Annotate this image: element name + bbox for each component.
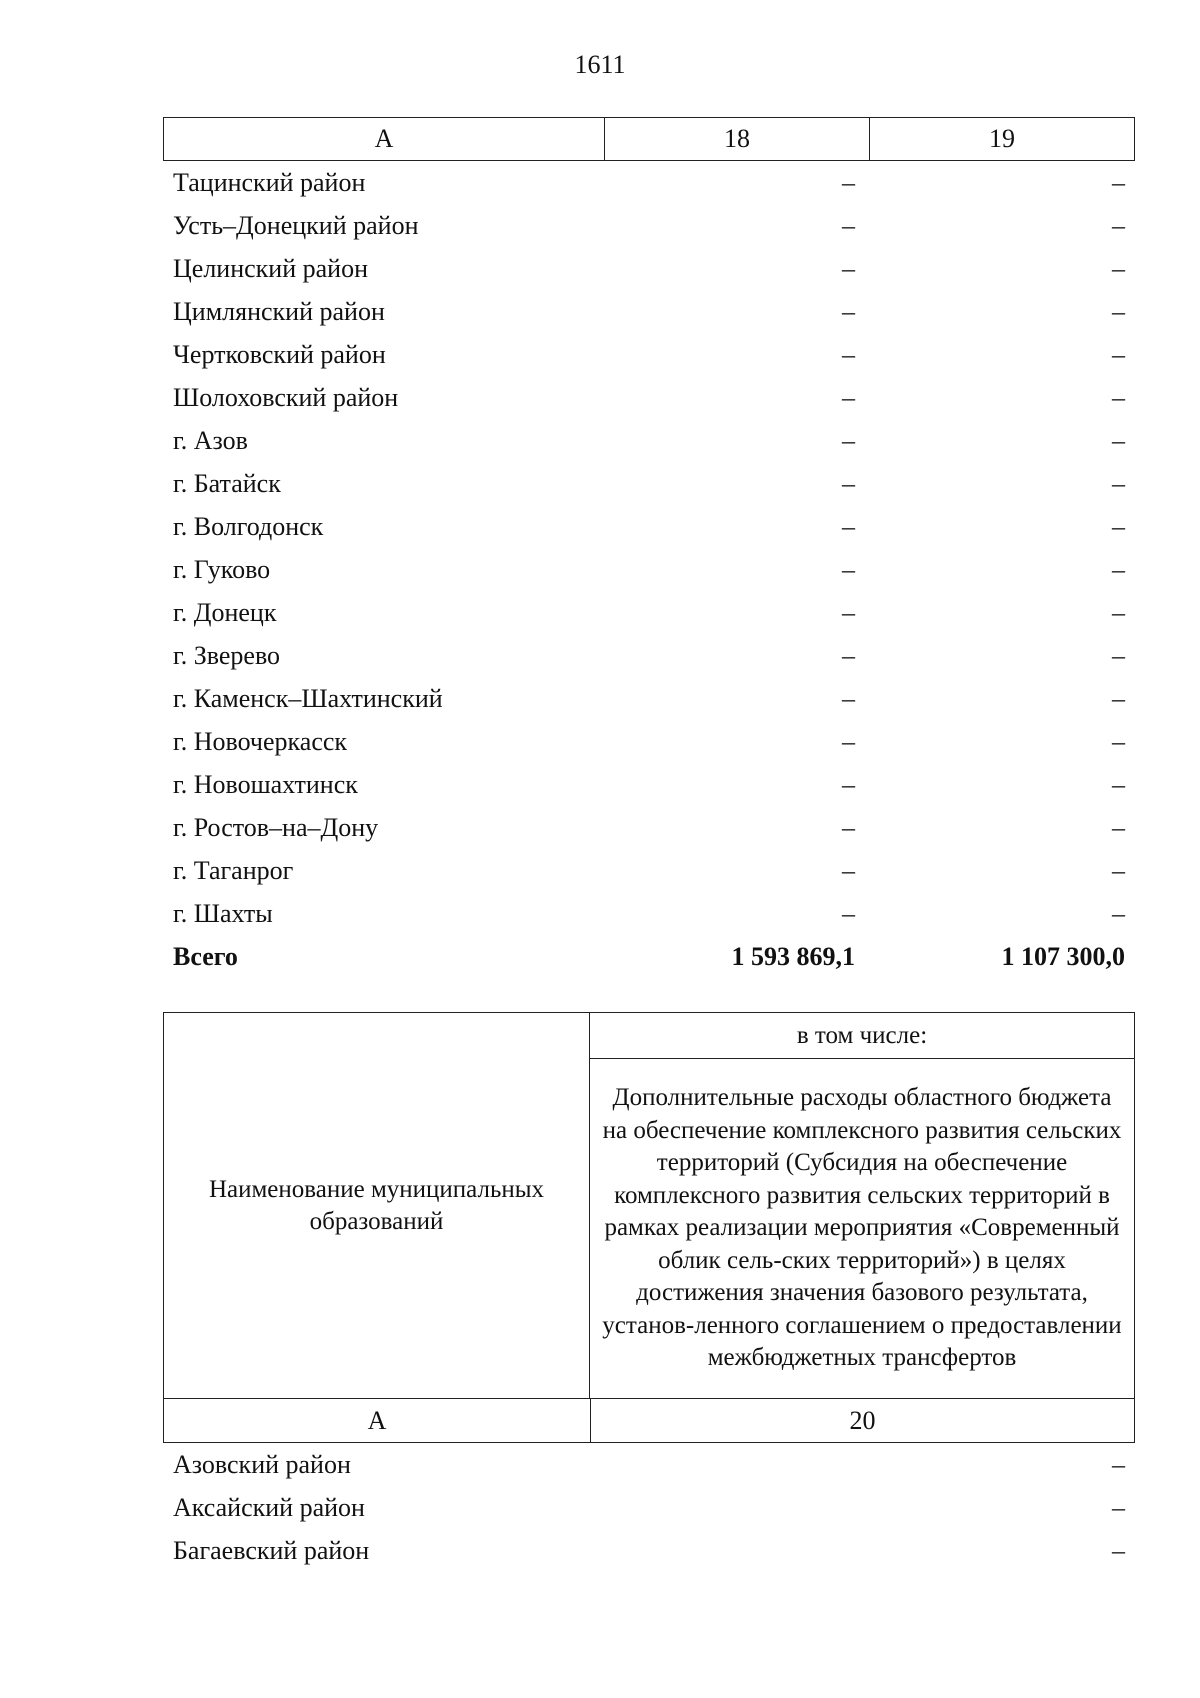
value-19: –: [1112, 167, 1125, 197]
municipality-name: г. Зверево: [173, 640, 281, 670]
table-row: [163, 591, 1135, 634]
value-19: –: [1112, 511, 1125, 541]
value-19: –: [1112, 425, 1125, 455]
value-18: –: [842, 640, 855, 670]
value-18: –: [842, 554, 855, 584]
value-19: –: [1112, 339, 1125, 369]
table-row: [163, 290, 1135, 333]
value-18: –: [842, 511, 855, 541]
table-row: [163, 763, 1135, 806]
municipality-name: г. Гуково: [173, 554, 271, 584]
header-col-18: 18: [605, 118, 870, 160]
municipality-name: г. Каменск–Шахтинский: [173, 683, 443, 713]
table-row: [163, 849, 1135, 892]
header-col-19: 19: [989, 124, 1015, 153]
value-18: –: [842, 425, 855, 455]
municipality-name: Тацинский район: [173, 167, 366, 197]
table-row: [163, 634, 1135, 677]
municipality-name: Багаевский район: [173, 1535, 370, 1565]
table-row: [163, 376, 1135, 419]
total-row: [163, 935, 1135, 978]
municipality-name: г. Шахты: [173, 898, 273, 928]
municipality-name: Целинский район: [173, 253, 368, 283]
value-19: –: [1112, 726, 1125, 756]
value-19: –: [1112, 683, 1125, 713]
header-col-20-description: Дополнительные расходы областного бюджета на обеспечение комплексного развития сельских территорий (Субсидия на обеспечение комплексного развития сельских территорий в рамках реализации мероприятия «Современный облик сель-ских территорий») в целях достижения значения базового результата, установ-ленного соглашением о предоставлении межбюджетных трансфертов: [602, 1084, 1122, 1372]
value-19: –: [1112, 898, 1125, 928]
table-row: [163, 204, 1135, 247]
value-19: –: [1112, 855, 1125, 885]
table-row: [163, 333, 1135, 376]
header-including: в том числе:: [590, 1013, 1134, 1059]
table-header-row: [163, 117, 1135, 161]
table-row: [163, 247, 1135, 290]
municipality-name: Аксайский район: [173, 1492, 365, 1522]
value-19: –: [1112, 597, 1125, 627]
value-18: –: [842, 296, 855, 326]
municipality-name: Азовский район: [173, 1449, 351, 1479]
subheader-col-a: А: [164, 1399, 591, 1442]
table-subheader-row: [163, 1399, 1135, 1443]
table-row: [163, 548, 1135, 591]
total-value-18: 1 593 869,1: [731, 941, 855, 971]
table-row: [163, 419, 1135, 462]
budget-table-20: [163, 1012, 1135, 1572]
table-body: [163, 1443, 1135, 1572]
municipality-name: Шолоховский район: [173, 382, 399, 412]
budget-table-18-19: [163, 117, 1135, 978]
municipality-name: г. Азов: [173, 425, 248, 455]
value-18: –: [842, 597, 855, 627]
municipality-name: г. Новошахтинск: [173, 769, 358, 799]
total-label: Всего: [173, 941, 238, 971]
subheader-col-20: 20: [849, 1405, 876, 1435]
value-19: –: [1112, 769, 1125, 799]
value-19: –: [1112, 812, 1125, 842]
value-19: –: [1112, 210, 1125, 240]
value-18: –: [842, 382, 855, 412]
municipality-name: г. Волгодонск: [173, 511, 324, 541]
value-18: –: [842, 167, 855, 197]
page-number: 1611: [574, 50, 626, 79]
table-row: [163, 892, 1135, 935]
header-right-group: [590, 1013, 1134, 1398]
table-row: [163, 806, 1135, 849]
municipality-name: Цимлянский район: [173, 296, 385, 326]
value-18: –: [842, 898, 855, 928]
value-19: –: [1112, 382, 1125, 412]
table-row: [163, 677, 1135, 720]
value-18: –: [842, 339, 855, 369]
total-value-19: 1 107 300,0: [1001, 941, 1125, 971]
table-body: [163, 161, 1135, 935]
value-18: –: [842, 726, 855, 756]
municipality-name: г. Новочеркасск: [173, 726, 348, 756]
table-row: [163, 161, 1135, 204]
table-row: [163, 1529, 1135, 1572]
value-19: –: [1112, 554, 1125, 584]
table-row: [163, 720, 1135, 763]
municipality-name: г. Донецк: [173, 597, 277, 627]
value-19: –: [1112, 253, 1125, 283]
header-col-a: А: [164, 118, 605, 160]
value-19: –: [1112, 640, 1125, 670]
municipality-name: Чертковский район: [173, 339, 386, 369]
municipality-name: Усть–Донецкий район: [173, 210, 419, 240]
header-municipality-name: Наименование муниципальных образований: [164, 1013, 590, 1398]
municipality-name: г. Ростов–на–Дону: [173, 812, 379, 842]
municipality-name: г. Таганрог: [173, 855, 294, 885]
table-row: [163, 505, 1135, 548]
value-18: –: [842, 855, 855, 885]
table-row: [163, 1486, 1135, 1529]
value-20: –: [1112, 1535, 1125, 1565]
table-row: [163, 1443, 1135, 1486]
municipality-name: г. Батайск: [173, 468, 281, 498]
value-18: –: [842, 769, 855, 799]
value-18: –: [842, 468, 855, 498]
value-19: –: [1112, 468, 1125, 498]
value-18: –: [842, 253, 855, 283]
value-18: –: [842, 210, 855, 240]
value-19: –: [1112, 296, 1125, 326]
table-row: [163, 462, 1135, 505]
value-18: –: [842, 683, 855, 713]
value-18: –: [842, 812, 855, 842]
table-header: [163, 1012, 1135, 1399]
value-20: –: [1112, 1449, 1125, 1479]
value-20: –: [1112, 1492, 1125, 1522]
